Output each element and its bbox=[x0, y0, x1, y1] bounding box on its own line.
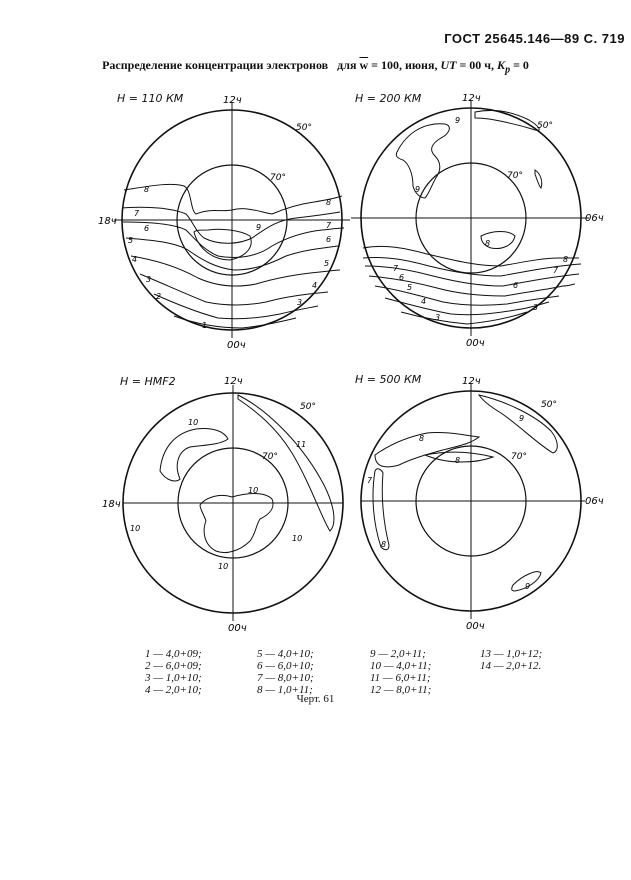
contour-label: 2 bbox=[156, 292, 162, 301]
legend-item: 8 — 1,0+11; bbox=[257, 684, 313, 696]
contour-label: 6 bbox=[144, 224, 150, 233]
label-lat-70: 70° bbox=[507, 171, 523, 181]
label-midnight: 00ч bbox=[227, 340, 246, 351]
label-06h: 06ч bbox=[585, 496, 604, 507]
contour-label: 1 bbox=[202, 321, 208, 330]
contour-label: 5 bbox=[407, 283, 413, 292]
label-midnight: 00ч bbox=[466, 621, 485, 632]
contour-label: 11 bbox=[296, 440, 307, 449]
label-midnight: 00ч bbox=[228, 623, 247, 634]
label-lat-50: 50° bbox=[300, 402, 316, 412]
contour-label: 8 bbox=[563, 255, 569, 264]
legend-item: 1 — 4,0+09; bbox=[145, 648, 202, 660]
label-noon: 12ч bbox=[224, 376, 243, 387]
label-lat-50: 50° bbox=[296, 123, 312, 133]
panel-label: H = 500 КМ bbox=[355, 373, 422, 386]
contour-label: 9 bbox=[525, 582, 531, 591]
panel-h200 bbox=[345, 90, 605, 350]
label-lat-70: 70° bbox=[262, 452, 278, 462]
title-params: для $\overline{w} = 100$, июня, UT = 00 ч, $K_p = 0$ bbox=[331, 58, 529, 76]
label-lat-70: 70° bbox=[270, 173, 286, 183]
contour-label: 10 bbox=[188, 418, 199, 427]
legend-item: 7 — 8,0+10; bbox=[257, 672, 314, 684]
contour-label: 8 bbox=[326, 198, 332, 207]
contour-label: 6 bbox=[513, 281, 519, 290]
panel-label: H = HMF2 bbox=[120, 375, 176, 388]
legend-col-2 bbox=[257, 648, 314, 696]
legend-item: 10 — 4,0+11; bbox=[370, 660, 432, 672]
legend-item: 3 — 1,0+10; bbox=[145, 672, 202, 684]
label-noon: 12ч bbox=[462, 376, 481, 387]
contour-label: 4 bbox=[312, 281, 318, 290]
polar-map-h200 bbox=[345, 90, 605, 350]
legend-item: 12 — 8,0+11; bbox=[370, 684, 432, 696]
legend-item: 6 — 6,0+10; bbox=[257, 660, 314, 672]
contour-label: 10 bbox=[292, 534, 303, 543]
contour-label: 4 bbox=[132, 255, 138, 264]
polar-map-h500 bbox=[345, 375, 605, 635]
contour-label: 10 bbox=[248, 486, 259, 495]
contour-label: 8 bbox=[485, 239, 491, 248]
contour-label: 10 bbox=[130, 524, 141, 533]
contour-label: 9 bbox=[415, 185, 421, 194]
contour-label: 8 bbox=[455, 456, 461, 465]
contour-label: 7 bbox=[393, 264, 399, 273]
contour-label: 7 bbox=[134, 209, 140, 218]
label-lat-50: 50° bbox=[537, 121, 553, 131]
legend-item: 5 — 4,0+10; bbox=[257, 648, 314, 660]
page-header: ГОСТ 25645.146—89 С. 719 bbox=[444, 31, 625, 46]
figure-caption: Черт. 61 bbox=[296, 693, 335, 705]
panel-h500 bbox=[345, 375, 605, 635]
legend-col-4 bbox=[480, 648, 542, 672]
contour-label: 7 bbox=[553, 266, 559, 275]
contour-label: 3 bbox=[297, 298, 303, 307]
panel-hmf2 bbox=[100, 375, 360, 635]
legend-col-3 bbox=[370, 648, 431, 696]
contour-label: 3 bbox=[435, 313, 441, 322]
legend-item: 11 — 6,0+11; bbox=[370, 672, 431, 684]
contour-label: 9 bbox=[256, 223, 262, 232]
panel-label: H = 110 КМ bbox=[117, 92, 184, 105]
label-noon: 12ч bbox=[223, 95, 242, 106]
legend-item: 13 — 1,0+12; bbox=[480, 648, 543, 660]
label-midnight: 00ч bbox=[466, 338, 485, 349]
contour-label: 8 bbox=[381, 540, 387, 549]
contour-label: 5 bbox=[128, 236, 134, 245]
panel-h110 bbox=[100, 90, 360, 350]
legend-item: 4 — 2,0+10; bbox=[145, 684, 202, 696]
contour-label: 8 bbox=[144, 185, 150, 194]
contour-label: 7 bbox=[367, 476, 373, 485]
legend-item: 14 — 2,0+12. bbox=[480, 660, 542, 672]
polar-map-hmf2 bbox=[100, 375, 360, 635]
contour-label: 3 bbox=[533, 303, 539, 312]
polar-map-h110 bbox=[100, 90, 360, 350]
contour-label: 7 bbox=[326, 221, 332, 230]
legend-col-1 bbox=[145, 648, 202, 696]
label-lat-50: 50° bbox=[541, 400, 557, 410]
contour-label: 9 bbox=[455, 116, 461, 125]
contour-label: 4 bbox=[421, 297, 427, 306]
contour-label: 10 bbox=[218, 562, 229, 571]
label-06h: 06ч bbox=[585, 213, 604, 224]
contour-label: 5 bbox=[324, 259, 330, 268]
label-noon: 12ч bbox=[462, 93, 481, 104]
contour-label: 3 bbox=[146, 275, 152, 284]
label-18h: 18ч bbox=[102, 499, 121, 510]
label-18h: 18ч bbox=[98, 216, 117, 227]
contour-label: 9 bbox=[519, 414, 525, 423]
contour-label: 6 bbox=[399, 273, 405, 282]
legend-item: 9 — 2,0+11; bbox=[370, 648, 426, 660]
contour-label: 8 bbox=[419, 434, 425, 443]
legend-item: 2 — 6,0+09; bbox=[145, 660, 202, 672]
panel-label: H = 200 КМ bbox=[355, 92, 422, 105]
label-lat-70: 70° bbox=[511, 452, 527, 462]
figure-title bbox=[0, 58, 631, 75]
contour-label: 6 bbox=[326, 235, 332, 244]
title-main: Распределение концентрации электронов bbox=[102, 58, 329, 72]
